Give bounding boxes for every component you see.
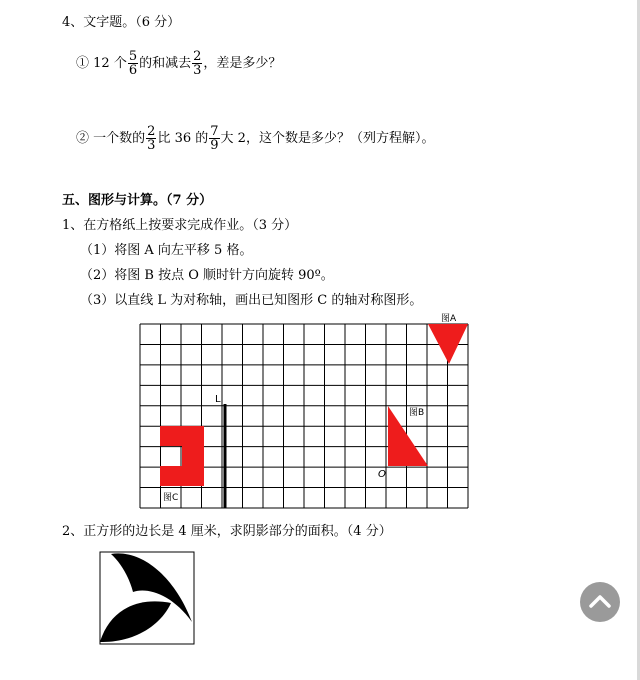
label-b: 图B	[409, 408, 425, 418]
item-text: 一个数的	[93, 131, 146, 146]
fraction-denominator: 9	[210, 138, 219, 153]
fraction-numerator: 7	[210, 124, 219, 139]
fraction-denominator: 3	[193, 63, 202, 78]
figure-c-block	[160, 426, 204, 446]
item-text: 12 个	[93, 56, 127, 71]
fraction-denominator: 6	[128, 63, 138, 78]
fraction-numerator: 5	[128, 49, 138, 64]
chevron-up-icon	[580, 582, 620, 622]
item-text: 的和减去	[139, 56, 192, 71]
section5-title: 五、图形与计算。（7 分）	[62, 193, 213, 208]
fraction-numerator: 2	[193, 49, 202, 64]
fraction-denominator: 3	[147, 138, 156, 153]
q1-title: 1、在方格纸上按要求完成作业。（3 分）	[62, 218, 298, 233]
square-figure	[97, 549, 197, 649]
item-text: 比 36 的	[157, 131, 209, 146]
item-text: ，差是多少？	[203, 56, 282, 71]
figure-c-block	[182, 446, 204, 466]
fraction-numerator: 2	[147, 124, 156, 139]
q1-step-3: （3）以直线 L 为对称轴，画出已知图形 C 的轴对称图形。	[80, 293, 423, 308]
figure-c	[160, 426, 204, 486]
label-l: L	[215, 394, 221, 405]
q1-step-2: （2）将图 B 按点 O 顺时针方向旋转 90º。	[80, 268, 334, 283]
scroll-top-button[interactable]	[580, 582, 620, 622]
item-marker: ②	[76, 131, 90, 146]
q4-title: 4、文字题。（6 分）	[62, 15, 181, 30]
q1-step-1: （1）将图 A 向左平移 5 格。	[80, 243, 253, 258]
label-o: O	[378, 469, 386, 480]
item-text: 大 2，这个数是多少？（列方程解）。	[220, 131, 435, 146]
label-a: 图A	[441, 314, 457, 324]
q2-title: 2、正方形的边长是 4 厘米，求阴影部分的面积。（4 分）	[62, 524, 392, 539]
figure-c-block	[160, 466, 204, 486]
label-c: 图C	[163, 493, 179, 503]
item-marker: ①	[76, 56, 90, 71]
